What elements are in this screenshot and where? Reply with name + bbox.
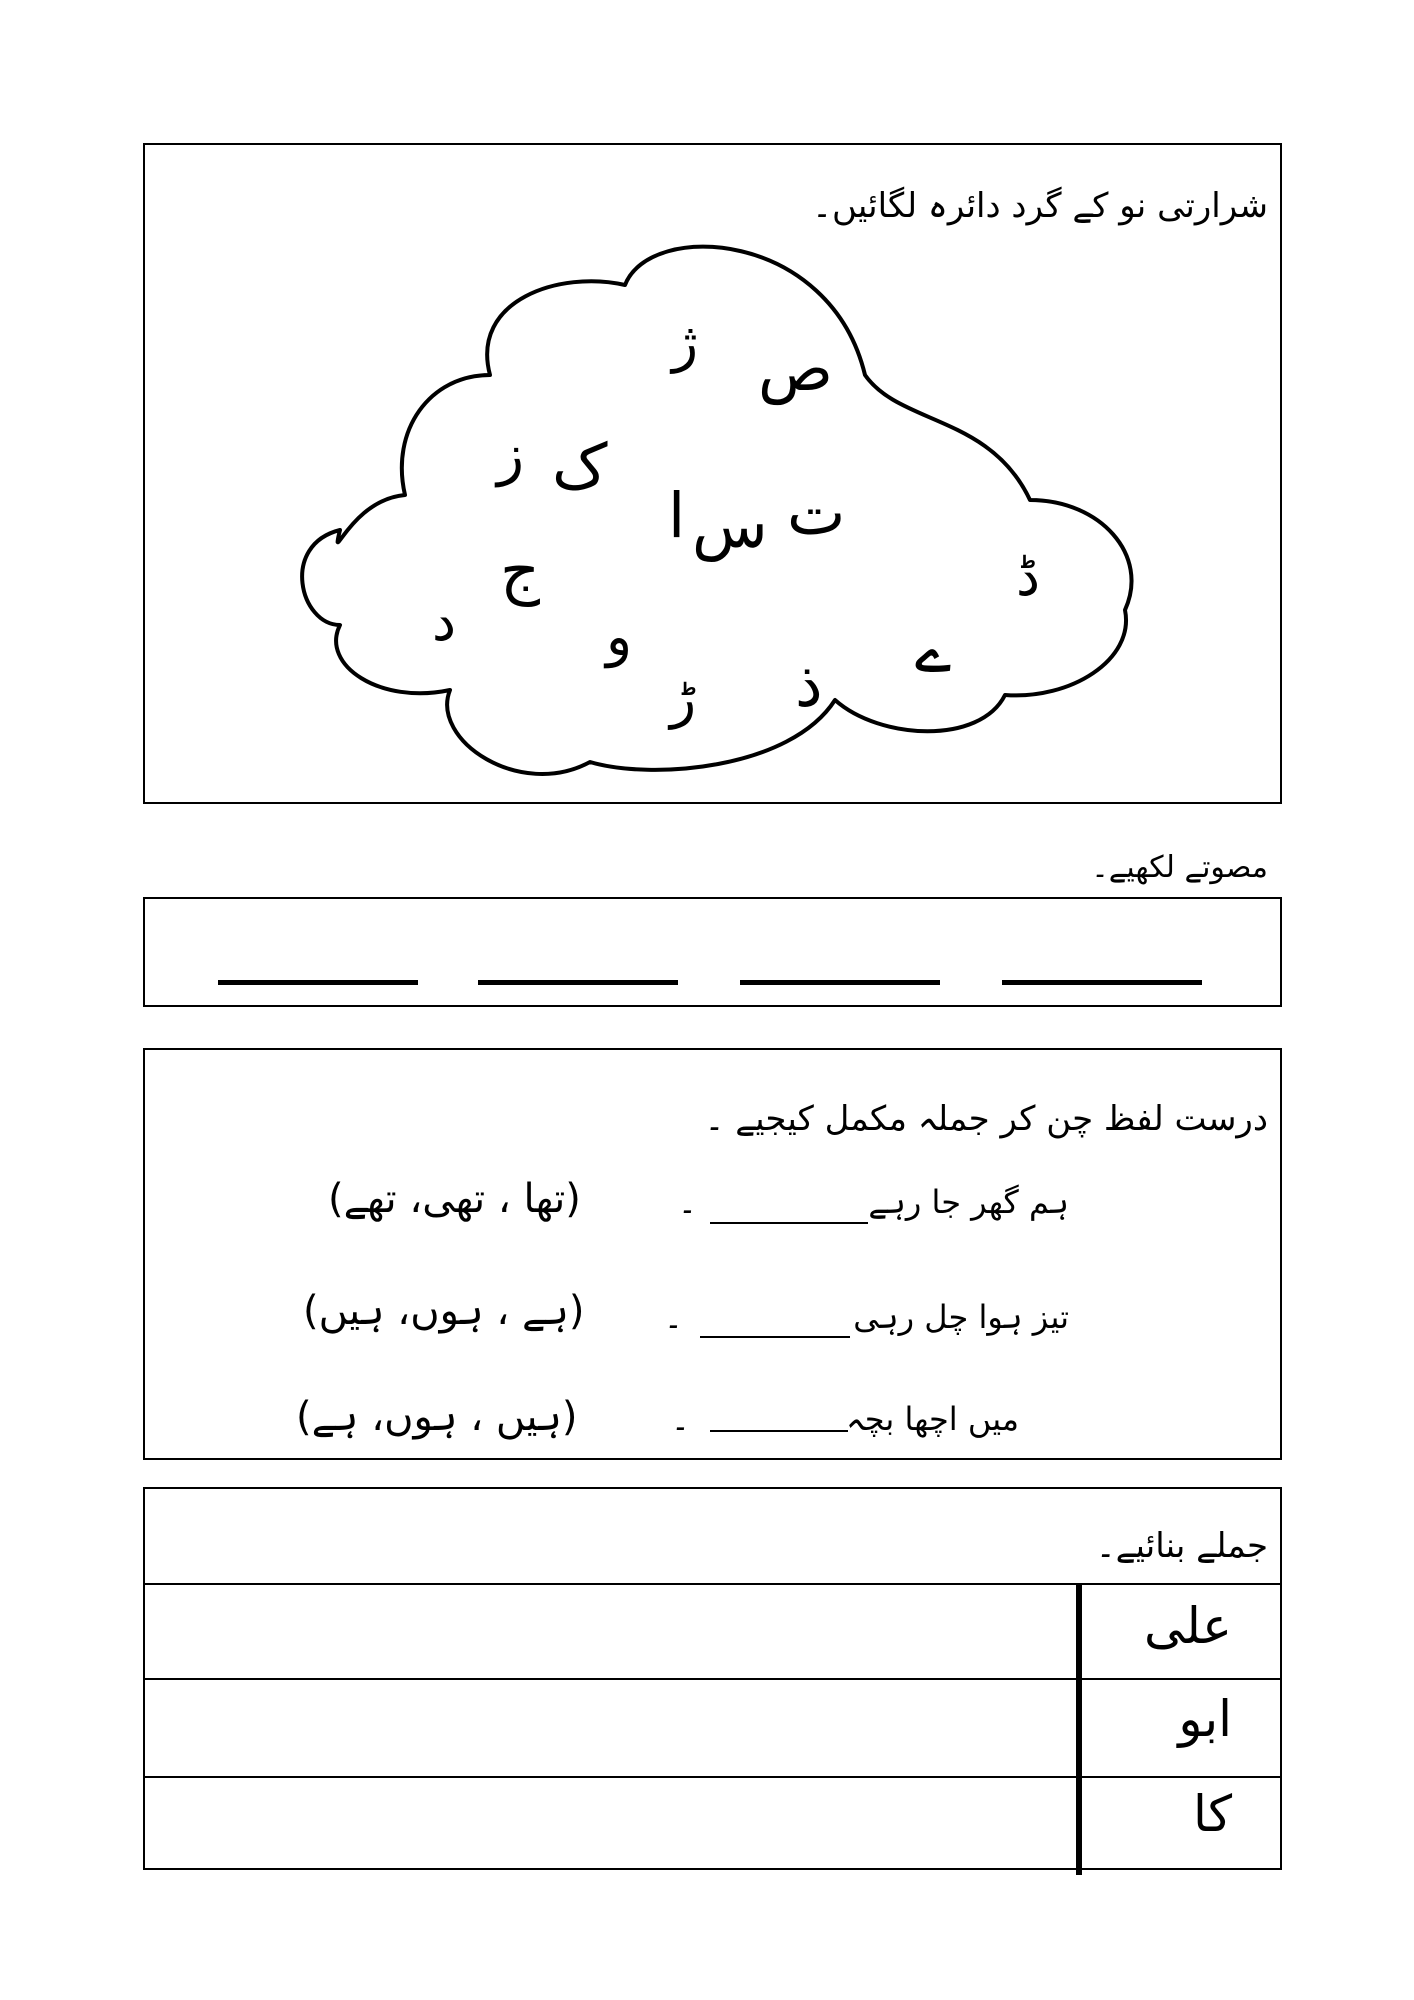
- row-divider: [143, 1583, 1282, 1585]
- word-choices: (ہیں ، ہوں، ہے): [296, 1394, 578, 1440]
- vowels-box: [143, 897, 1282, 1007]
- cloud-instruction: شرارتی نو کے گرد دائرہ لگائیں۔: [812, 186, 1268, 226]
- column-divider: [1076, 1583, 1082, 1875]
- cloud-letter[interactable]: د: [432, 590, 457, 653]
- sentence-text: تیز ہوا چل رہی: [853, 1298, 1069, 1336]
- fill-blanks-instruction: درست لفظ چن کر جملہ مکمل کیجیے ۔: [704, 1099, 1268, 1139]
- cloud-letter[interactable]: ت: [787, 476, 846, 549]
- given-word: کا: [1192, 1785, 1232, 1843]
- sentence-end: ۔: [678, 1183, 697, 1221]
- cloud-letter[interactable]: س: [692, 489, 768, 562]
- make-sentences-instruction: جملے بنائیے۔: [1095, 1526, 1268, 1566]
- vowels-instruction: مصوتے لکھیے۔: [1091, 850, 1268, 885]
- cloud-letter[interactable]: ڑ: [670, 667, 697, 730]
- vowel-blank[interactable]: [218, 980, 418, 985]
- row-divider: [143, 1776, 1282, 1778]
- row-divider: [143, 1678, 1282, 1680]
- cloud-letter[interactable]: ص: [758, 332, 833, 405]
- cloud-letter[interactable]: ژ: [672, 311, 699, 374]
- answer-blank[interactable]: [700, 1336, 850, 1338]
- sentence-text: میں اچھا بچہ: [846, 1400, 1019, 1438]
- sentence-text: ہم گھر جا رہے: [868, 1183, 1069, 1221]
- word-choices: (تھا ، تھی، تھے): [328, 1176, 581, 1222]
- given-word: علی: [1143, 1597, 1232, 1655]
- sentence-row-space[interactable]: [147, 1587, 1072, 1675]
- cloud-letter[interactable]: ا: [668, 479, 686, 552]
- given-word: ابو: [1178, 1690, 1232, 1748]
- cloud-letter[interactable]: و: [606, 605, 633, 668]
- cloud-letter[interactable]: ز: [497, 423, 525, 488]
- cloud-letter[interactable]: ج: [500, 534, 541, 607]
- vowel-blank[interactable]: [478, 980, 678, 985]
- cloud-letter[interactable]: ک: [552, 430, 608, 503]
- cloud-letter[interactable]: ذ: [795, 648, 823, 721]
- answer-blank[interactable]: [710, 1430, 848, 1432]
- sentence-row-space[interactable]: [147, 1780, 1072, 1866]
- vowel-blank[interactable]: [740, 980, 940, 985]
- sentence-row-space[interactable]: [147, 1682, 1072, 1772]
- sentence-end: ۔: [664, 1298, 683, 1336]
- cloud-letter[interactable]: ے: [915, 614, 952, 687]
- vowel-blank[interactable]: [1002, 980, 1202, 985]
- answer-blank[interactable]: [710, 1222, 868, 1224]
- cloud-letter[interactable]: ڈ: [1016, 545, 1041, 608]
- word-choices: (ہے ، ہوں، ہیں): [303, 1288, 585, 1334]
- sentence-end: ۔: [671, 1400, 690, 1438]
